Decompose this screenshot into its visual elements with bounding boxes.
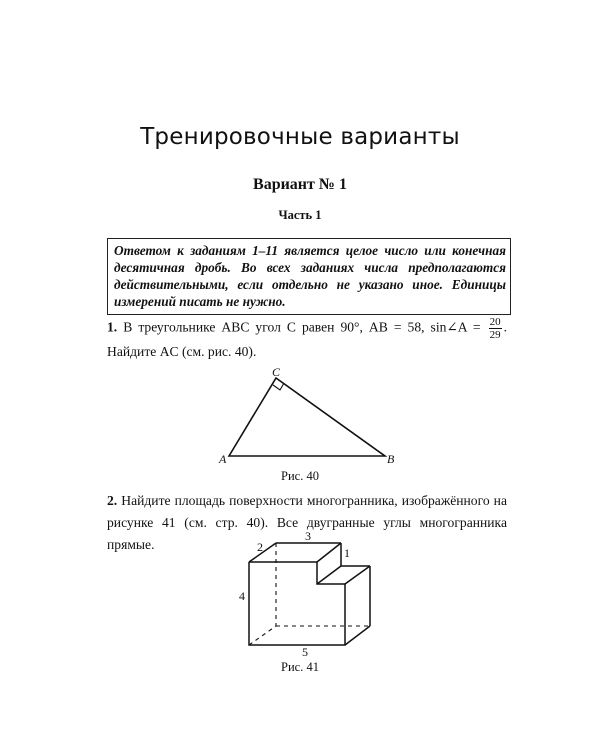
fraction-denominator: 29 <box>489 329 501 341</box>
variant-title: Вариант № 1 <box>253 176 347 193</box>
task-2-number: 2. <box>107 493 118 508</box>
hidden-edges <box>249 543 370 645</box>
edge-label-2: 2 <box>257 540 263 554</box>
page-title: Тренировочные варианты <box>140 124 460 150</box>
edge-label-4: 4 <box>239 589 245 603</box>
vertex-a-label: A <box>219 452 227 466</box>
task-2-text: Найдите площадь поверхности многогранника, изображённого на рисунке 41 (см. стр. 40). Все двугранные углы многогранника прямые. <box>107 493 507 552</box>
vertex-b-label: B <box>387 452 395 466</box>
task-1-text-a: В треугольнике ABC угол C равен 90°, AB = 58, sin∠A = <box>123 319 481 335</box>
right-angle-mark <box>273 383 284 390</box>
task-1 <box>107 316 507 363</box>
figure-41-caption: Рис. 41 <box>281 660 319 674</box>
figure-40-caption: Рис. 40 <box>281 469 319 483</box>
task-1-text-b: . Найдите AC (см. рис. 40). <box>107 319 507 359</box>
instruction-box <box>107 238 511 315</box>
edge-label-3: 3 <box>305 529 311 543</box>
triangle-abc <box>229 378 385 456</box>
edge-label-1: 1 <box>344 546 350 560</box>
edge-label-5: 5 <box>302 645 308 659</box>
front-face <box>249 562 345 645</box>
task-1-number: 1. <box>107 319 118 335</box>
vertex-c-label: C <box>272 365 281 379</box>
figure-41-polyhedron <box>249 543 370 645</box>
instruction-text: Ответом к заданиям 1–11 является целое число или конечная десятичная дробь. Во всех заданиях числа предполагаются действительными, если отдельно не указано иное. Единицы измерений писать не нужно. <box>114 243 506 309</box>
fraction-numerator: 20 <box>489 316 501 328</box>
task-2 <box>107 490 507 556</box>
sine-fraction <box>489 316 502 341</box>
part-title: Часть 1 <box>278 208 322 222</box>
